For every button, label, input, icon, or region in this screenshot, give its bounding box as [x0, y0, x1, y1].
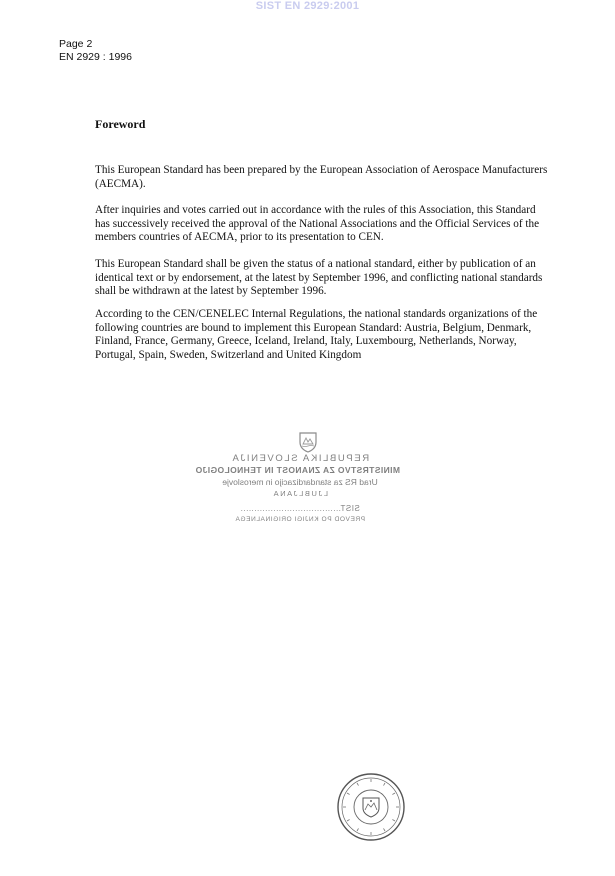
foreword-heading: Foreword: [95, 117, 146, 131]
watermark: SIST EN 2929:2001: [255, 0, 360, 12]
stamp-line-city: LJUBLJANA: [271, 489, 329, 498]
foreword-paragraph-3: This European Standard shall be given the status of a national standard, either by publication of an identical text or by endorsement, at the latest by September 1996, and conflicting national standards shall be withdrawn at the latest by September 1996.: [95, 258, 543, 297]
foreword-paragraph-2: After inquiries and votes carried out in accordance with the rules of this Association, this Standard has successively received the approval of the National Associations and the Official Services of the members countries of AECMA, prior to its presentation to CEN.: [95, 204, 540, 243]
stamp-line-translation: PREVOD PO KNJIGI ORIGINALNEGA: [234, 516, 366, 523]
approval-stamp: [195, 430, 400, 530]
foreword-paragraph-1: This European Standard has been prepared by the European Association of Aerospace Manufacturers (AECMA).: [95, 164, 548, 190]
foreword-paragraph-4: According to the CEN/CENELEC Internal Regulations, the national standards organizations of the following countries are bound to implement this European Standard: Austria, Belgium, Denmark, Finland, France, Germany, Greece, Iceland, Ireland, Italy, Luxembourg, Netherlands, Norway, Portugal, Spain, Sweden, Switzerland and United Kingdom: [95, 308, 538, 361]
stamp-line-republic: REPUBLIKA SLOVENIJA: [230, 453, 370, 464]
round-seal-icon: [336, 772, 406, 842]
stamp-line-office: Urad RS za standardizacijo in meroslovje: [222, 477, 378, 487]
page-label: Page 2: [59, 38, 93, 50]
coat-of-arms-icon: [296, 430, 320, 454]
stamp-line-sist: SIST.....................................: [240, 504, 360, 513]
stamp-line-ministry: MINISTRSTVO ZA ZNANOST IN TEHNOLOGIJO: [195, 465, 400, 475]
page-header: [59, 38, 132, 64]
standard-reference: EN 2929 : 1996: [59, 51, 132, 63]
